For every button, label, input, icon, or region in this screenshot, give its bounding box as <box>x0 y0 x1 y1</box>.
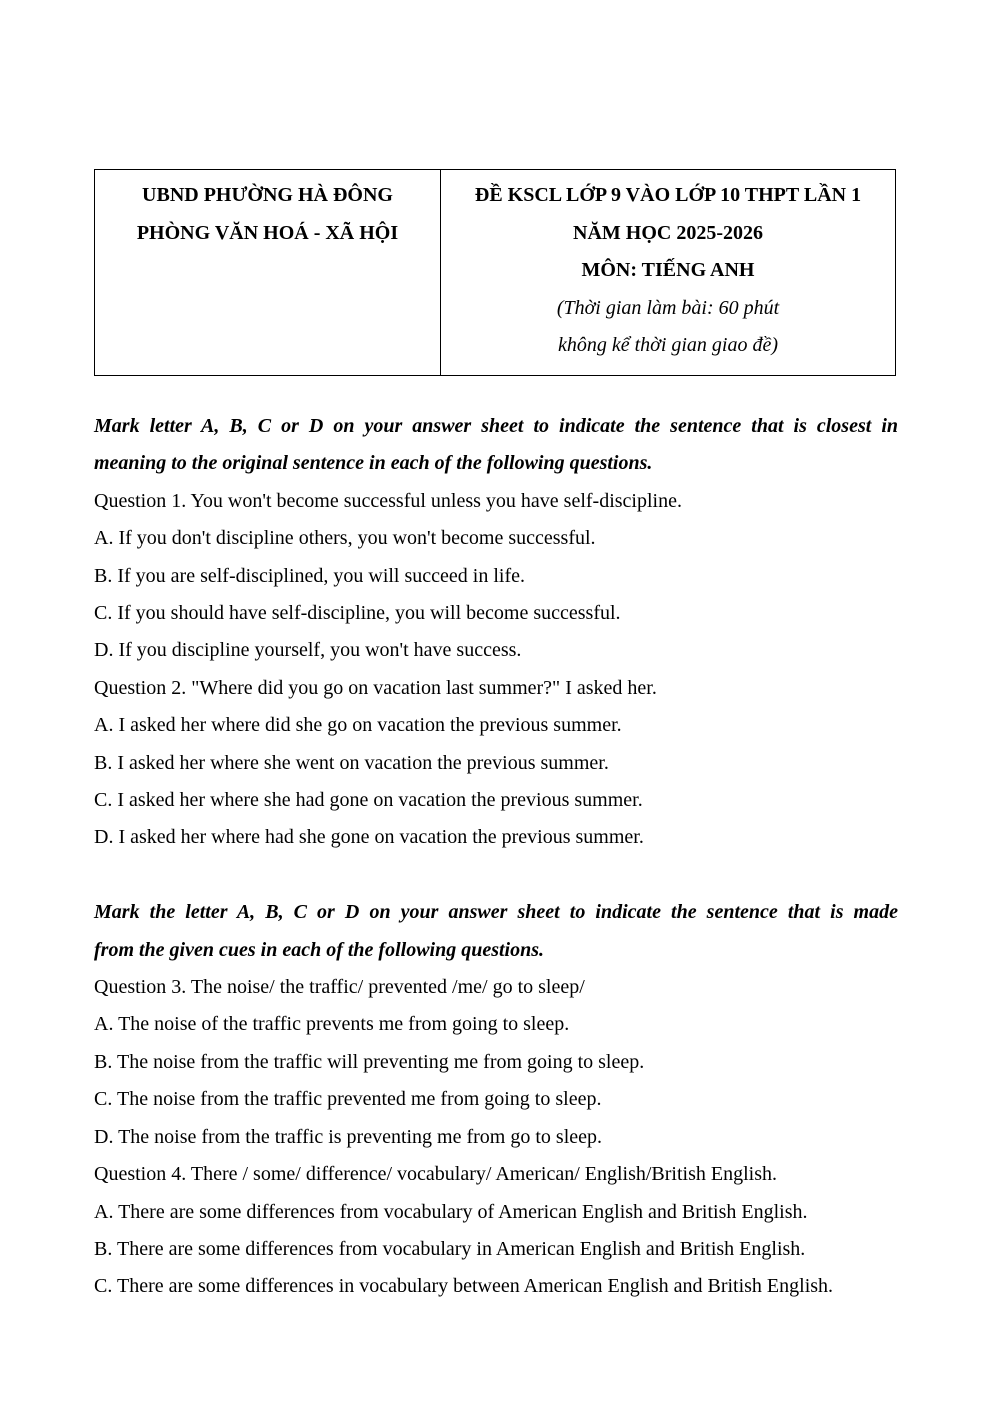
option-a: A. I asked her where did she go on vacation the previous summer. <box>94 714 622 737</box>
question-prompt: Question 3. The noise/ the traffic/ prevented /me/ go to sleep/ <box>94 976 585 999</box>
option-c: C. There are some differences in vocabulary between American English and British English. <box>94 1275 834 1298</box>
school-year: NĂM HỌC 2025-2026 <box>573 221 763 244</box>
option-c: C. I asked her where she had gone on vacation the previous summer. <box>94 789 643 812</box>
question-1 <box>94 483 898 670</box>
option-d: D. If you discipline yourself, you won't have success. <box>94 639 522 662</box>
issuer-line-2: PHÒNG VĂN HOÁ - XÃ HỘI <box>136 221 399 244</box>
section-1-instruction-line-2: meaning to the original sentence in each of the following questions. <box>94 452 653 475</box>
section-2-instruction-line-1: Mark the letter A, B, C or D on your answer sheet to indicate the sentence that is made <box>94 901 898 924</box>
option-b: B. The noise from the traffic will preventing me from going to sleep. <box>94 1050 645 1073</box>
option-b: B. If you are self-disciplined, you will succeed in life. <box>94 564 525 587</box>
issuer-line-1: UBND PHƯỜNG HÀ ĐÔNG <box>142 184 393 206</box>
exam-content <box>94 408 898 1306</box>
option-c: C. If you should have self-discipline, you will become successful. <box>94 602 621 625</box>
header-issuer-cell <box>95 170 441 375</box>
question-prompt: Question 4. There / some/ difference/ vocabulary/ American/ English/British English. <box>94 1163 777 1186</box>
option-a: A. The noise of the traffic prevents me from going to sleep. <box>94 1013 570 1036</box>
option-b: B. There are some differences from vocabulary in American English and British English. <box>94 1237 806 1260</box>
option-b: B. I asked her where she went on vacation the previous summer. <box>94 751 609 774</box>
section-1-instruction <box>94 408 898 483</box>
section-2-instruction-line-2: from the given cues in each of the following questions. <box>94 938 545 961</box>
section-spacer <box>94 857 898 894</box>
time-limit-note: không kể thời gian giao đề) <box>557 334 779 356</box>
question-2 <box>94 670 898 857</box>
section-1-instruction-line-1: Mark letter A, B, C or D on your answer sheet to indicate the sentence that is closest in <box>94 415 898 437</box>
subject: MÔN: TIẾNG ANH <box>581 259 755 281</box>
section-2-instruction <box>94 894 898 969</box>
question-4 <box>94 1156 898 1306</box>
option-c: C. The noise from the traffic prevented me from going to sleep. <box>94 1088 602 1111</box>
option-d: D. I asked her where had she gone on vacation the previous summer. <box>94 826 644 849</box>
question-3 <box>94 969 898 1156</box>
option-d: D. The noise from the traffic is preventing me from go to sleep. <box>94 1125 603 1148</box>
exam-title: ĐỀ KSCL LỚP 9 VÀO LỚP 10 THPT LẦN 1 <box>474 184 862 206</box>
option-a: A. If you don't discipline others, you won't become successful. <box>94 527 596 550</box>
question-prompt: Question 1. You won't become successful unless you have self-discipline. <box>94 489 682 512</box>
header-exam-info-cell <box>441 170 895 375</box>
option-a: A. There are some differences from vocabulary of American English and British English. <box>94 1200 808 1223</box>
time-limit: (Thời gian làm bài: 60 phút <box>556 296 780 319</box>
question-prompt: Question 2. "Where did you go on vacation last summer?" I asked her. <box>94 676 657 699</box>
exam-header-table <box>94 169 896 376</box>
